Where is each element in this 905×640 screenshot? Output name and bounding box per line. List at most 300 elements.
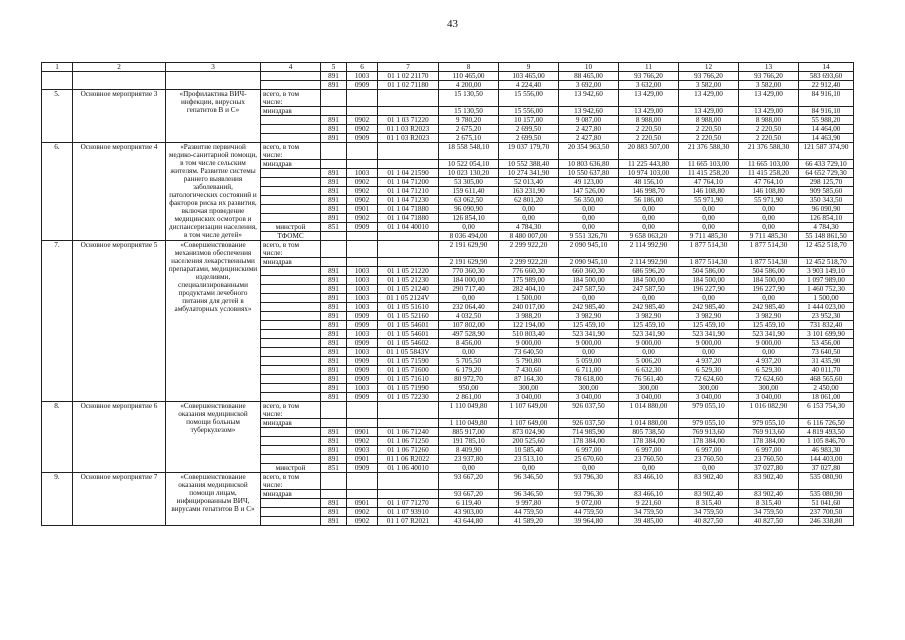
- grbs-code: 891: [321, 285, 347, 294]
- executor-cell: минздрав: [261, 419, 321, 428]
- amount-cell: 3 982,90: [619, 312, 679, 321]
- amount-cell: 6 529,30: [739, 366, 799, 375]
- amount-cell: 53 305,00: [439, 178, 499, 187]
- grbs-code: 891: [321, 357, 347, 366]
- executor-cell: [261, 267, 321, 276]
- amount-cell: 3 040,00: [499, 393, 559, 402]
- grbs-code: [321, 90, 347, 107]
- amount-cell: 240 017,00: [499, 303, 559, 312]
- amount-cell: 583 693,60: [799, 72, 854, 81]
- amount-cell: 83 902,40: [679, 490, 739, 499]
- amount-cell: 1 105 846,70: [799, 437, 854, 446]
- amount-cell: 246 338,80: [799, 517, 854, 526]
- amount-cell: 350 343,50: [799, 196, 854, 205]
- target-article-code: 01 1 07 R2021: [378, 517, 439, 526]
- amount-cell: 776 660,30: [499, 267, 559, 276]
- amount-cell: 78 618,00: [559, 375, 619, 384]
- amount-cell: 9 000,00: [619, 339, 679, 348]
- amount-cell: 1 500,00: [799, 294, 854, 303]
- amount-cell: 184 000,00: [439, 276, 499, 285]
- amount-cell: 979 055,10: [679, 402, 739, 419]
- amount-cell: 175 989,00: [499, 276, 559, 285]
- amount-cell: 3 988,20: [499, 312, 559, 321]
- amount-cell: 48 156,10: [619, 178, 679, 187]
- amount-cell: 25 670,60: [559, 455, 619, 464]
- section-code: 0901: [347, 428, 378, 437]
- target-article-code: 01 1 03 R2023: [378, 125, 439, 134]
- amount-cell: 8 315,40: [739, 499, 799, 508]
- amount-cell: 51 041,60: [799, 499, 854, 508]
- amount-cell: 0,00: [679, 205, 739, 214]
- amount-cell: 55 971,90: [679, 196, 739, 205]
- amount-cell: 126 854,10: [439, 214, 499, 223]
- amount-cell: 300,00: [619, 384, 679, 393]
- table-row: [42, 143, 854, 160]
- amount-cell: 2 191 629,90: [439, 241, 499, 258]
- amount-cell: 163 231,90: [499, 187, 559, 196]
- amount-cell: 805 738,50: [619, 428, 679, 437]
- table-row: [42, 90, 854, 107]
- amount-cell: 55 148 861,50: [799, 232, 854, 241]
- amount-cell: 196 227,90: [739, 285, 799, 294]
- amount-cell: 0,00: [739, 348, 799, 357]
- amount-cell: 84 916,10: [799, 107, 854, 116]
- grbs-code: [321, 232, 347, 241]
- amount-cell: 9 000,00: [739, 339, 799, 348]
- executor-cell: [261, 214, 321, 223]
- amount-cell: 523 341,90: [559, 330, 619, 339]
- section-code: 0909: [347, 393, 378, 402]
- amount-cell: 497 528,90: [439, 330, 499, 339]
- executor-cell: [261, 393, 321, 402]
- executor-cell: [261, 125, 321, 134]
- amount-cell: 885 917,00: [439, 428, 499, 437]
- target-article-code: 01 1 04 71200: [378, 178, 439, 187]
- amount-cell: 47 764,10: [739, 178, 799, 187]
- amount-cell: 93 796,30: [559, 473, 619, 490]
- grbs-code: 891: [321, 178, 347, 187]
- executor-cell: [261, 499, 321, 508]
- amount-cell: 523 341,90: [739, 330, 799, 339]
- amount-cell: 1 107 649,00: [499, 419, 559, 428]
- amount-cell: 535 080,90: [799, 490, 854, 499]
- amount-cell: 2 299 922,20: [499, 258, 559, 267]
- amount-cell: 1 097 989,00: [799, 276, 854, 285]
- section-code: 0909: [347, 81, 378, 90]
- amount-cell: 13 429,00: [619, 107, 679, 116]
- section-code: 1003: [347, 285, 378, 294]
- amount-cell: 96 090,90: [799, 205, 854, 214]
- amount-cell: 13 429,00: [619, 90, 679, 107]
- amount-cell: 6 997,00: [739, 446, 799, 455]
- amount-cell: 72 624,60: [679, 375, 739, 384]
- amount-cell: 125 459,10: [679, 321, 739, 330]
- amount-cell: 18 061,00: [799, 393, 854, 402]
- section-code: [347, 160, 378, 169]
- grbs-code: 891: [321, 446, 347, 455]
- target-article-code: 01 1 05 71600: [378, 366, 439, 375]
- executor-cell: [261, 455, 321, 464]
- executor-cell: [261, 508, 321, 517]
- header-row: [42, 63, 854, 72]
- amount-cell: 0,00: [559, 214, 619, 223]
- executor-cell: минздрав: [261, 107, 321, 116]
- amount-cell: 6 711,00: [559, 366, 619, 375]
- target-article-code: [378, 241, 439, 258]
- executor-cell: минздрав: [261, 490, 321, 499]
- amount-cell: 3 040,00: [559, 393, 619, 402]
- amount-cell: 0,00: [559, 348, 619, 357]
- target-article-code: 01 1 07 93910: [378, 508, 439, 517]
- amount-cell: 10 157,00: [499, 116, 559, 125]
- section-code: 0902: [347, 437, 378, 446]
- section-code: 0909: [347, 366, 378, 375]
- amount-cell: 126 854,10: [799, 214, 854, 223]
- amount-cell: 926 037,50: [559, 402, 619, 419]
- grbs-code: 891: [321, 312, 347, 321]
- amount-cell: 8 456,00: [439, 339, 499, 348]
- section-code: 1003: [347, 348, 378, 357]
- section-code: 0909: [347, 339, 378, 348]
- amount-cell: 55 988,20: [799, 116, 854, 125]
- amount-cell: 9 551 326,70: [559, 232, 619, 241]
- executor-cell: [261, 294, 321, 303]
- amount-cell: 66 433 729,10: [799, 160, 854, 169]
- col-header: 1: [42, 63, 73, 72]
- amount-cell: 0,00: [619, 294, 679, 303]
- grbs-code: 891: [321, 339, 347, 348]
- amount-cell: 96 090,90: [439, 205, 499, 214]
- amount-cell: 2 220,50: [679, 125, 739, 134]
- executor-cell: [261, 348, 321, 357]
- amount-cell: 12 452 518,70: [799, 241, 854, 258]
- amount-cell: 3 692,00: [559, 81, 619, 90]
- amount-cell: 300,00: [499, 384, 559, 393]
- amount-cell: 107 802,00: [439, 321, 499, 330]
- amount-cell: 2 675,20: [439, 125, 499, 134]
- amount-cell: 44 759,50: [499, 508, 559, 517]
- executor-cell: [261, 357, 321, 366]
- target-article-code: 01 1 05 2124V: [378, 294, 439, 303]
- amount-cell: 873 024,90: [499, 428, 559, 437]
- section-code: 0902: [347, 196, 378, 205]
- amount-cell: 178 384,00: [619, 437, 679, 446]
- amount-cell: 146 108,80: [679, 187, 739, 196]
- amount-cell: 0,00: [679, 214, 739, 223]
- executor-cell: всего, в том числе:: [261, 143, 321, 160]
- amount-cell: 769 913,60: [739, 428, 799, 437]
- amount-cell: 83 902,40: [739, 490, 799, 499]
- amount-cell: 0,00: [619, 348, 679, 357]
- target-article-code: 01 1 02 71180: [378, 81, 439, 90]
- section-code: [347, 107, 378, 116]
- amount-cell: 184 500,00: [619, 276, 679, 285]
- amount-cell: 110 465,00: [439, 72, 499, 81]
- amount-cell: 5 006,20: [619, 357, 679, 366]
- amount-cell: 10 274 341,90: [499, 169, 559, 178]
- amount-cell: 184 500,00: [739, 276, 799, 285]
- amount-cell: 23 760,50: [619, 455, 679, 464]
- grbs-code: 891: [321, 366, 347, 375]
- target-article-code: 01 1 06 R2022: [378, 455, 439, 464]
- target-article-code: 01 1 05 52160: [378, 312, 439, 321]
- amount-cell: 13 429,00: [679, 90, 739, 107]
- executor-cell: [261, 321, 321, 330]
- table-row: [42, 473, 854, 490]
- amount-cell: 504 586,00: [739, 267, 799, 276]
- col-header: 11: [619, 63, 679, 72]
- amount-cell: 0,00: [559, 205, 619, 214]
- amount-cell: 2 220,50: [619, 125, 679, 134]
- grbs-code: 891: [321, 428, 347, 437]
- row-number: 6.: [42, 143, 73, 241]
- executor-cell: минздрав: [261, 258, 321, 267]
- amount-cell: 10 974 103,00: [619, 169, 679, 178]
- section-code: 0902: [347, 116, 378, 125]
- table-body: [42, 63, 854, 526]
- amount-cell: 0,00: [619, 205, 679, 214]
- amount-cell: 1 110 049,80: [439, 419, 499, 428]
- amount-cell: 504 586,00: [679, 267, 739, 276]
- target-article-code: 01 1 05 21230: [378, 276, 439, 285]
- executor-cell: [261, 446, 321, 455]
- amount-cell: 2 090 945,10: [559, 241, 619, 258]
- target-article-code: 01 1 02 21170: [378, 72, 439, 81]
- amount-cell: 0,00: [679, 294, 739, 303]
- grbs-code: [321, 241, 347, 258]
- amount-cell: 0,00: [559, 294, 619, 303]
- amount-cell: 96 346,50: [499, 490, 559, 499]
- section-code: 0903: [347, 446, 378, 455]
- amount-cell: 14 463,90: [799, 134, 854, 143]
- executor-cell: [261, 81, 321, 90]
- measure-description: «Профилактика ВИЧ-инфекции, вирусных гепатитов В и С»: [166, 90, 261, 143]
- executor-cell: минздрав: [261, 160, 321, 169]
- amount-cell: 1 016 082,90: [739, 402, 799, 419]
- amount-cell: 13 942,60: [559, 107, 619, 116]
- amount-cell: 20 354 963,50: [559, 143, 619, 160]
- grbs-code: [321, 107, 347, 116]
- amount-cell: 12 452 518,70: [799, 258, 854, 267]
- grbs-code: 851: [321, 464, 347, 473]
- executor-cell: минстрой: [261, 464, 321, 473]
- target-article-code: 01 1 04 71880: [378, 205, 439, 214]
- amount-cell: 1 877 514,30: [739, 258, 799, 267]
- executor-cell: [261, 437, 321, 446]
- executor-cell: [261, 134, 321, 143]
- target-article-code: 01 1 05 5843V: [378, 348, 439, 357]
- section-code: 0902: [347, 508, 378, 517]
- amount-cell: 13 429,00: [679, 107, 739, 116]
- amount-cell: 184 500,00: [559, 276, 619, 285]
- executor-cell: [261, 517, 321, 526]
- amount-cell: 84 916,10: [799, 90, 854, 107]
- amount-cell: 13 429,00: [739, 107, 799, 116]
- amount-cell: 770 360,30: [439, 267, 499, 276]
- amount-cell: 10 023 130,20: [439, 169, 499, 178]
- amount-cell: 2 299 922,20: [499, 241, 559, 258]
- amount-cell: 15 556,00: [499, 90, 559, 107]
- amount-cell: 34 759,50: [619, 508, 679, 517]
- amount-cell: 0,00: [559, 464, 619, 473]
- amount-cell: 1 110 049,80: [439, 402, 499, 419]
- grbs-code: 891: [321, 321, 347, 330]
- amount-cell: 56 350,00: [559, 196, 619, 205]
- section-code: 0909: [347, 223, 378, 232]
- section-code: 0909: [347, 134, 378, 143]
- amount-cell: 73 640,50: [799, 348, 854, 357]
- amount-cell: 6 997,00: [679, 446, 739, 455]
- section-code: 1003: [347, 276, 378, 285]
- target-article-code: [378, 402, 439, 419]
- amount-cell: 1 014 880,00: [619, 419, 679, 428]
- executor-cell: ТФОМС: [261, 232, 321, 241]
- grbs-code: 891: [321, 517, 347, 526]
- amount-cell: 39 964,80: [559, 517, 619, 526]
- grbs-code: 891: [321, 125, 347, 134]
- amount-cell: 15 130,50: [439, 107, 499, 116]
- amount-cell: 18 558 548,10: [439, 143, 499, 160]
- amount-cell: 4 032,50: [439, 312, 499, 321]
- amount-cell: 2 220,50: [619, 134, 679, 143]
- amount-cell: 0,00: [679, 223, 739, 232]
- row-number: 8.: [42, 402, 73, 473]
- measure-name: Основное мероприятие 6: [73, 402, 166, 473]
- target-article-code: [378, 143, 439, 160]
- section-code: 1003: [347, 72, 378, 81]
- amount-cell: 4 819 493,50: [799, 428, 854, 437]
- executor-cell: [261, 428, 321, 437]
- measure-name: Основное мероприятие 4: [73, 143, 166, 241]
- amount-cell: 6 997,00: [619, 446, 679, 455]
- amount-cell: 0,00: [739, 294, 799, 303]
- executor-cell: минстрой: [261, 223, 321, 232]
- amount-cell: 9 711 485,30: [679, 232, 739, 241]
- amount-cell: 237 700,50: [799, 508, 854, 517]
- amount-cell: 523 341,90: [679, 330, 739, 339]
- grbs-code: [321, 402, 347, 419]
- measure-description: [166, 72, 261, 90]
- amount-cell: 0,00: [679, 348, 739, 357]
- amount-cell: 247 587,50: [619, 285, 679, 294]
- executor-cell: [261, 276, 321, 285]
- target-article-code: [378, 160, 439, 169]
- amount-cell: 87 164,30: [499, 375, 559, 384]
- amount-cell: 144 403,00: [799, 455, 854, 464]
- amount-cell: 3 982,90: [739, 312, 799, 321]
- grbs-code: 891: [321, 303, 347, 312]
- section-code: 1003: [347, 303, 378, 312]
- amount-cell: 5 059,00: [559, 357, 619, 366]
- amount-cell: 23 513,10: [499, 455, 559, 464]
- executor-cell: [261, 384, 321, 393]
- amount-cell: 10 522 054,10: [439, 160, 499, 169]
- amount-cell: 83 902,40: [739, 473, 799, 490]
- amount-cell: 6 119,40: [439, 499, 499, 508]
- section-code: 1003: [347, 169, 378, 178]
- amount-cell: 11 415 258,20: [679, 169, 739, 178]
- budget-table: [41, 62, 854, 526]
- amount-cell: 31 435,90: [799, 357, 854, 366]
- amount-cell: 80 972,70: [439, 375, 499, 384]
- amount-cell: 10 585,40: [499, 446, 559, 455]
- amount-cell: 21 376 588,30: [739, 143, 799, 160]
- amount-cell: 298 125,70: [799, 178, 854, 187]
- executor-cell: [261, 375, 321, 384]
- amount-cell: 4 200,00: [439, 81, 499, 90]
- amount-cell: 1 877 514,30: [679, 258, 739, 267]
- amount-cell: 11 665 103,00: [739, 160, 799, 169]
- row-number: 5.: [42, 90, 73, 143]
- amount-cell: 44 759,50: [559, 508, 619, 517]
- table-row: [42, 241, 854, 258]
- amount-cell: 0,00: [559, 223, 619, 232]
- amount-cell: 8 988,00: [679, 116, 739, 125]
- executor-cell: [261, 285, 321, 294]
- executor-cell: [261, 169, 321, 178]
- measure-name: Основное мероприятие 7: [73, 473, 166, 526]
- measure-description: «Совершенствование оказания медицинской помощи больным туберкулезом»: [166, 402, 261, 473]
- amount-cell: 8 409,90: [439, 446, 499, 455]
- amount-cell: 64 652 729,30: [799, 169, 854, 178]
- amount-cell: 0,00: [439, 294, 499, 303]
- amount-cell: 6 997,00: [559, 446, 619, 455]
- amount-cell: 300,00: [679, 384, 739, 393]
- col-header: 12: [679, 63, 739, 72]
- target-article-code: 01 1 06 40010: [378, 464, 439, 473]
- amount-cell: 19 037 179,70: [499, 143, 559, 160]
- section-code: 0909: [347, 464, 378, 473]
- measure-name: Основное мероприятие 3: [73, 90, 166, 143]
- grbs-code: 891: [321, 72, 347, 81]
- grbs-code: 891: [321, 393, 347, 402]
- amount-cell: 0,00: [679, 464, 739, 473]
- amount-cell: 1 500,00: [499, 294, 559, 303]
- amount-cell: 0,00: [439, 223, 499, 232]
- amount-cell: 9 000,00: [559, 339, 619, 348]
- section-code: [347, 241, 378, 258]
- amount-cell: 2 861,00: [439, 393, 499, 402]
- amount-cell: 125 459,10: [619, 321, 679, 330]
- col-header: 6: [347, 63, 378, 72]
- amount-cell: 2 427,80: [559, 125, 619, 134]
- amount-cell: 15 130,50: [439, 90, 499, 107]
- amount-cell: 2 090 945,10: [559, 258, 619, 267]
- section-code: 1003: [347, 384, 378, 393]
- target-article-code: 01 1 05 21220: [378, 267, 439, 276]
- section-code: 0902: [347, 517, 378, 526]
- amount-cell: 2 699,50: [499, 134, 559, 143]
- amount-cell: 159 611,40: [439, 187, 499, 196]
- grbs-code: [321, 490, 347, 499]
- amount-cell: 23 937,80: [439, 455, 499, 464]
- amount-cell: 125 459,10: [559, 321, 619, 330]
- amount-cell: 714 985,90: [559, 428, 619, 437]
- amount-cell: 3 040,00: [739, 393, 799, 402]
- amount-cell: 83 466,10: [619, 490, 679, 499]
- amount-cell: 3 101 699,90: [799, 330, 854, 339]
- section-code: [347, 232, 378, 241]
- amount-cell: 62 801,20: [499, 196, 559, 205]
- amount-cell: 2 450,00: [799, 384, 854, 393]
- amount-cell: 950,00: [439, 384, 499, 393]
- amount-cell: 41 589,20: [499, 517, 559, 526]
- amount-cell: 23 760,50: [679, 455, 739, 464]
- amount-cell: 2 114 992,90: [619, 258, 679, 267]
- target-article-code: 01 1 04 71210: [378, 187, 439, 196]
- amount-cell: 979 055,10: [679, 419, 739, 428]
- amount-cell: 523 341,90: [619, 330, 679, 339]
